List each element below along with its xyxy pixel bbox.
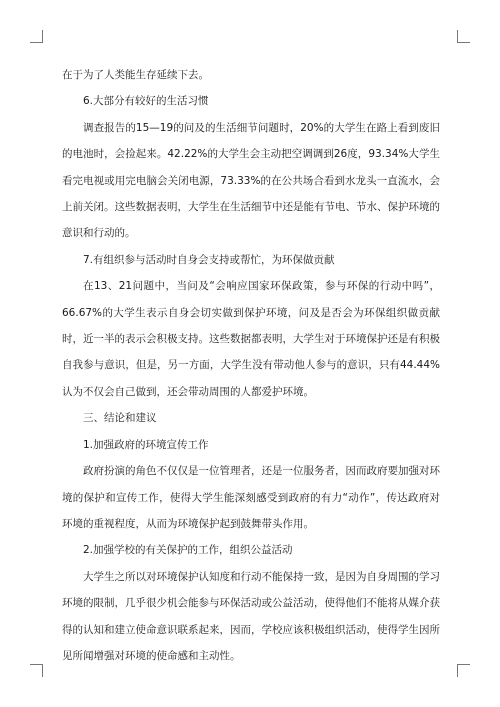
corner-mark-bottom-left [30,664,43,677]
paragraph-government: 政府扮演的角色不仅仅是一位管理者，还是一位服务者，因而政府要加强对环境的保护和宣传工作，使得大学生能深刻感受到政府的有力“动作”，传达政府对环境的重视程度，从而为环境保护起到鼓舞带头作用。 [62,465,440,530]
heading-conclusion: 三、结论和建议 [83,412,157,425]
paragraph-habits: 调查报告的15—19的问及的生活细节问题时，20%的大学生在路上看到废旧的电池时，会捡起来。42.22%的大学生会主动把空调调到26度，93.34%大学生看完电视或用完电脑会关闭电源，73.33%的在公共场合看到水龙头一直流水，会上前关闭。这些数据表明，大学生在生活细节中还是能有节电、节水、保护环境的意识和行动的。 [62,121,440,240]
paragraph-continuation: 在于为了人类能生存延续下去。 [62,69,209,81]
heading-government: 1.加强政府的环境宣传工作 [83,438,209,451]
corner-mark-bottom-right [457,664,470,677]
document-body [62,62,440,669]
heading-participation: 7.有组织参与活动时自身会支持或帮忙，为环保做贡献 [83,253,335,266]
paragraph-school: 大学生之所以对环境保护认知度和行动不能保持一致，是因为自身周围的学习环境的限制，几乎很少机会能参与环保活动或公益活动，使得他们不能将从媒介获得的认知和建立使命意识联系起来，因而，学校应该积极组织活动，使得学生因所见所闻增强对环境的使命感和主动性。 [62,570,440,662]
corner-mark-top-left [30,30,43,43]
paragraph-participation: 在13、21问题中，当问及“会响应国家环保政策，参与环保的行动中吗”，66.67%的大学生表示自身会切实做到保护环境，问及是否会为环保组织做贡献时，近一半的表示会积极支持。这些数据都表明，大学生对于环境保护还是有积极自我参与意识，但是，另一方面，大学生没有带动他人参与的意识，只有44.44%认为不仅会自己做到，还会带动周围的人都爱护环境。 [62,280,440,398]
heading-school: 2.加强学校的有关保护的工作，组织公益活动 [83,544,293,557]
heading-habits: 6.大部分有较好的生活习惯 [83,95,209,108]
corner-mark-top-right [457,30,470,43]
